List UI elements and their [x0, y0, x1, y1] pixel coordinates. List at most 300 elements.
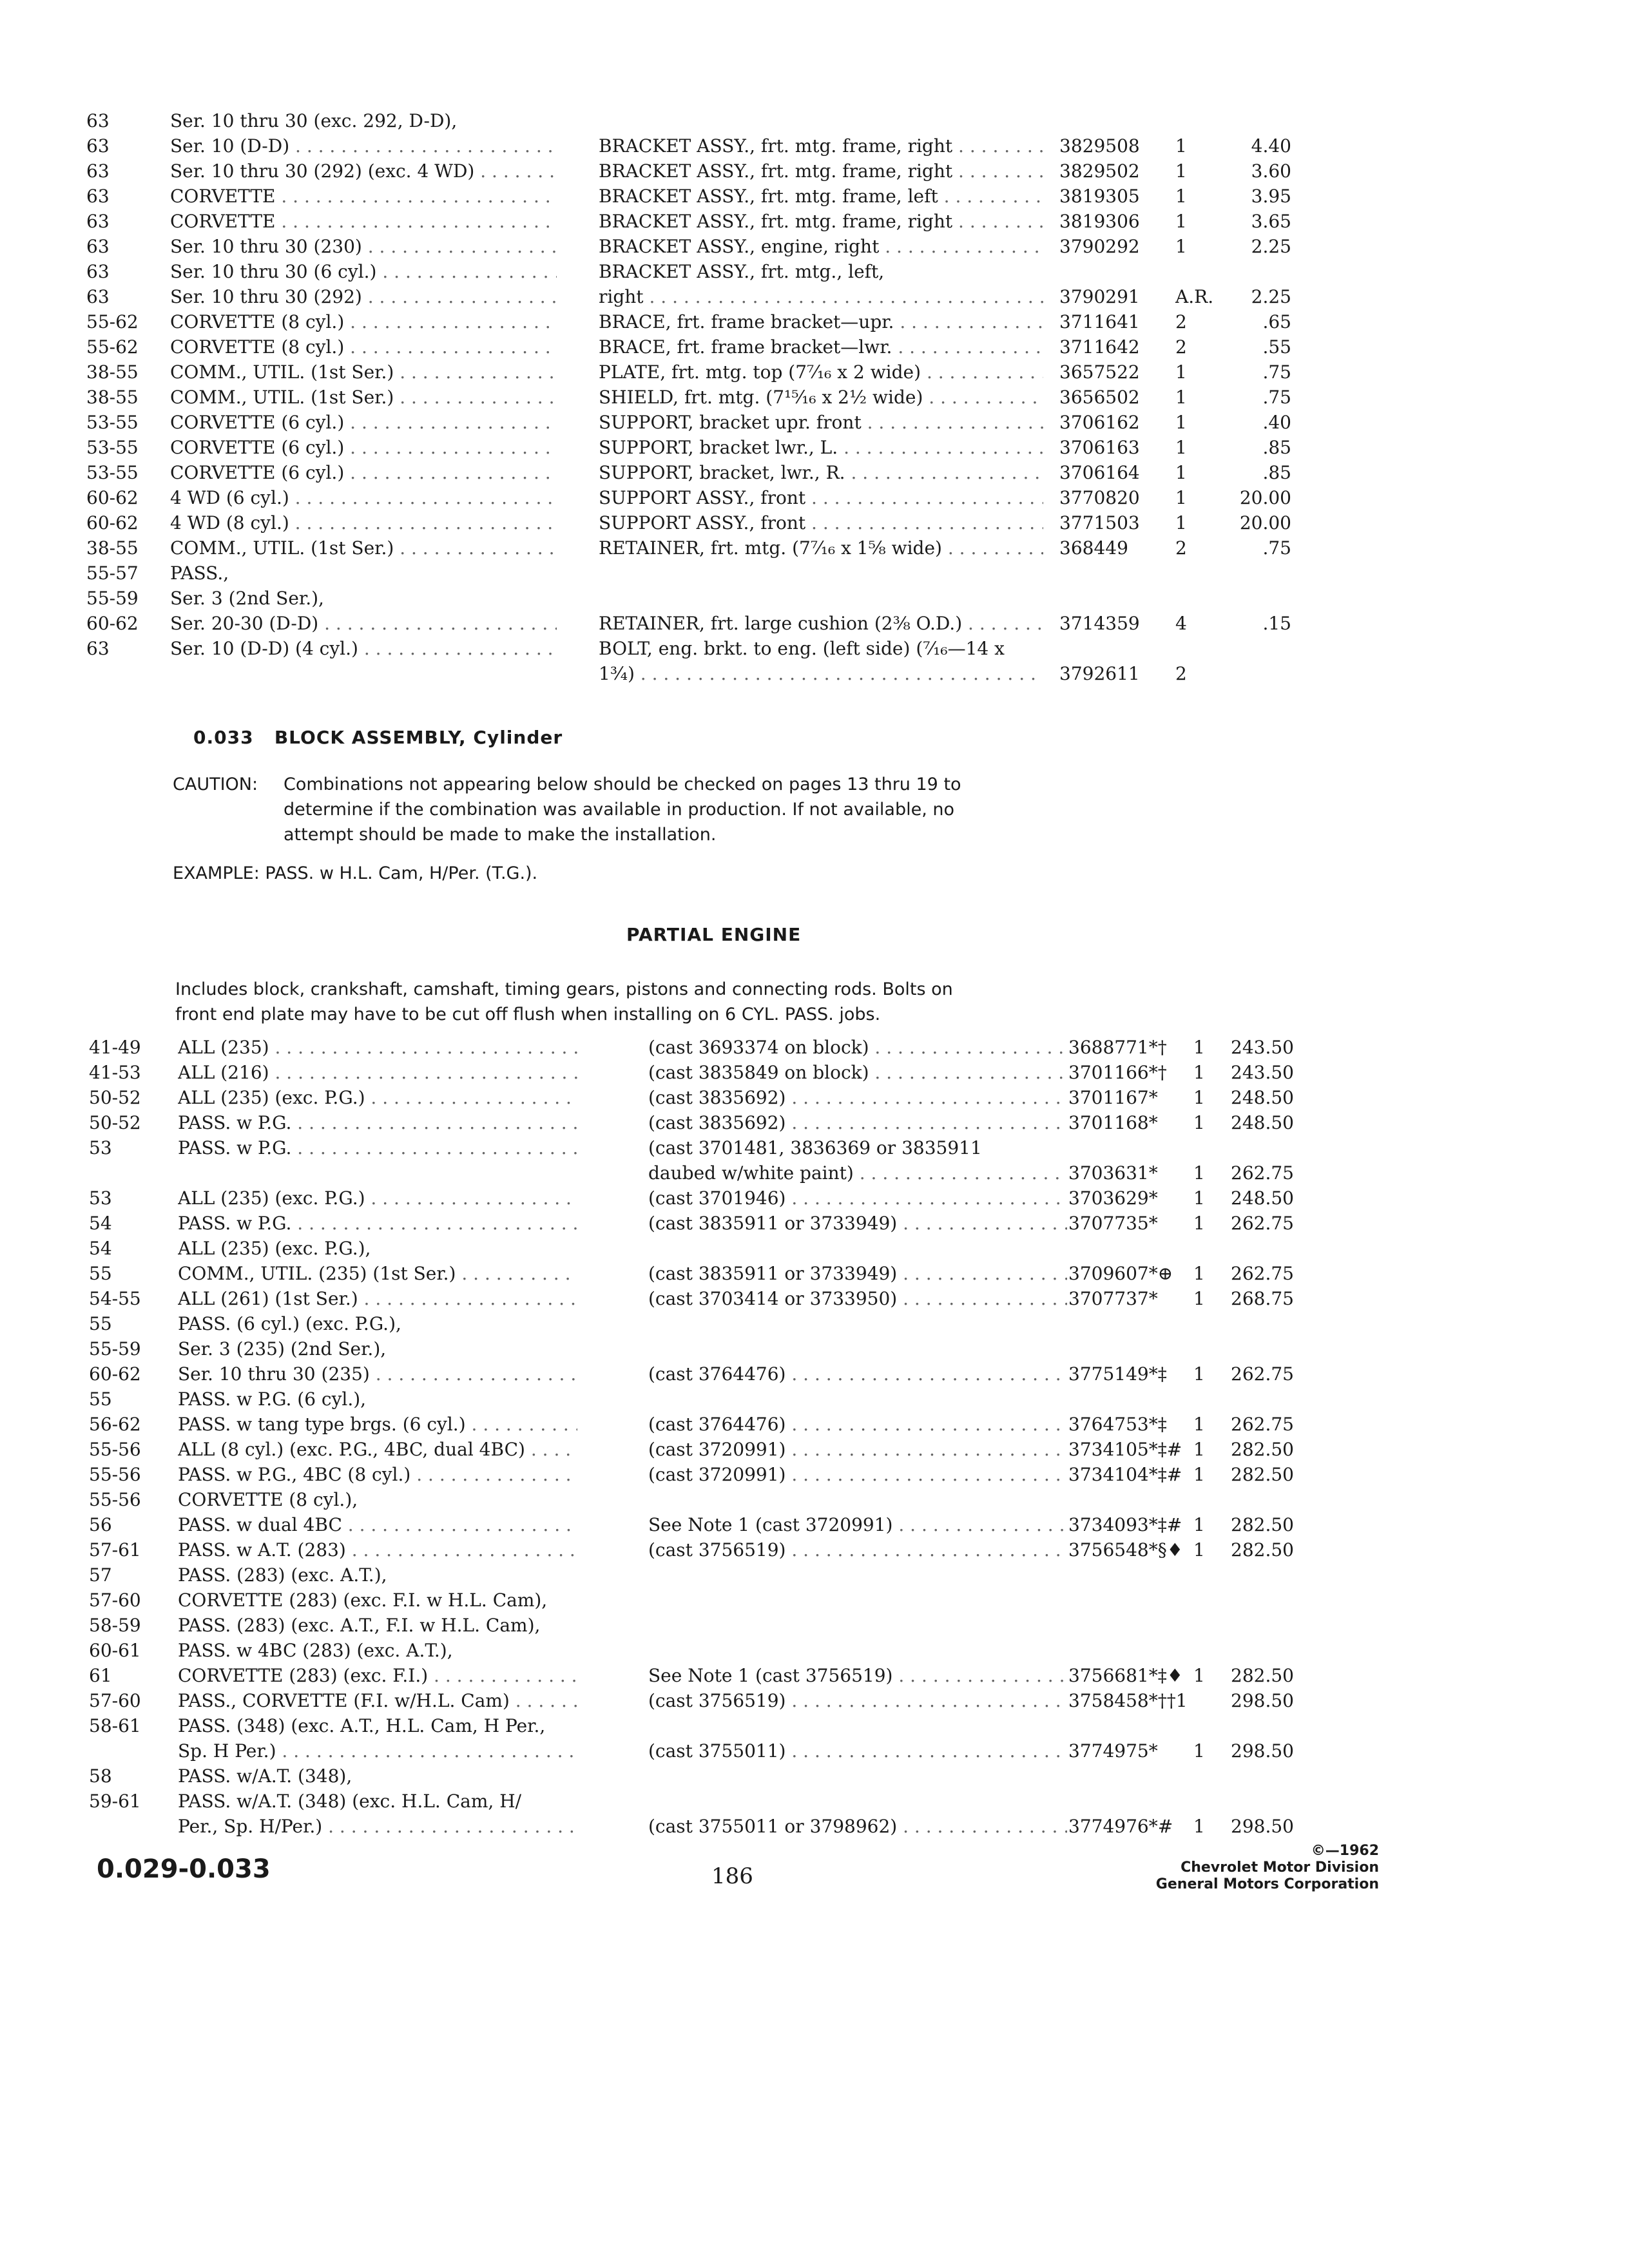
cell-price: 262.75 — [1231, 1263, 1294, 1284]
cell-model: PASS. w A.T. (283) . . . — [178, 1537, 577, 1562]
cell-model: CORVETTE (6 cyl.) . . . — [170, 435, 557, 460]
table-row — [89, 1361, 1313, 1387]
cell-part: 3819305 — [1059, 186, 1140, 207]
cell-year: 60-61 — [89, 1640, 141, 1661]
cell-year: 63 — [86, 211, 110, 232]
cell-year: 60-62 — [86, 512, 139, 533]
table-row — [89, 1437, 1313, 1462]
table-row — [86, 510, 1311, 535]
cell-part: 3758458*††1 — [1068, 1690, 1188, 1711]
table-row — [86, 108, 1311, 133]
cell-price: 3.60 — [1251, 160, 1291, 182]
cell-desc: (cast 3720991) . . . — [648, 1462, 1067, 1487]
table-row — [89, 1789, 1313, 1814]
cell-model: PASS. w tang type brgs. (6 cyl.) . . . — [178, 1412, 577, 1437]
cell-model: Ser. 10 thru 30 (292) (exc. 4 WD) . . . — [170, 159, 557, 184]
cell-desc: (cast 3764476) . . . — [648, 1412, 1067, 1437]
table-row — [86, 259, 1311, 284]
cell-desc: right . . . — [599, 284, 1043, 309]
cell-price: 243.50 — [1231, 1037, 1294, 1058]
cell-year: 55-62 — [86, 336, 139, 358]
table-row — [86, 535, 1311, 561]
cell-part: 3774976*# — [1068, 1816, 1173, 1837]
table-row — [89, 1236, 1313, 1261]
cell-part: 3711642 — [1059, 336, 1140, 358]
cell-year: 63 — [86, 236, 110, 257]
cell-desc: SHIELD, frt. mtg. (7¹⁵⁄₁₆ x 2½ wide) . . . — [599, 385, 1043, 410]
cell-qty: 1 — [1175, 387, 1187, 408]
cell-price: 2.25 — [1251, 236, 1291, 257]
cell-part: 3734093*‡# — [1068, 1514, 1182, 1535]
cell-model: PASS., — [170, 562, 229, 584]
table-row — [89, 1135, 1313, 1160]
cell-desc: (cast 3835692) . . . — [648, 1085, 1067, 1110]
cell-year: 54 — [89, 1238, 112, 1259]
section1-table — [86, 108, 1311, 686]
cell-model: Ser. 3 (235) (2nd Ser.), — [178, 1338, 387, 1360]
cell-model: ALL (235) . . . — [178, 1035, 577, 1060]
cell-year: 63 — [86, 261, 110, 282]
cell-part: 3711641 — [1059, 311, 1140, 332]
table-row — [86, 460, 1311, 485]
table-row — [86, 661, 1311, 686]
cell-desc: BRACKET ASSY., frt. mtg. frame, left . . . — [599, 184, 1043, 209]
cell-part: 3703631* — [1068, 1162, 1158, 1184]
cell-desc: RETAINER, frt. large cushion (2⅜ O.D.) . . . — [599, 611, 1043, 636]
cell-model: CORVETTE (8 cyl.), — [178, 1489, 358, 1510]
cell-model: PASS. (6 cyl.) (exc. P.G.), — [178, 1313, 401, 1334]
table-row — [89, 1562, 1313, 1588]
cell-model: PASS. w P.G. . . . — [178, 1211, 577, 1236]
cell-model: ALL (235) (exc. P.G.), — [178, 1238, 371, 1259]
cell-desc: (cast 3835849 on block) . . . — [648, 1060, 1067, 1085]
section-code: 0.033 — [193, 727, 254, 748]
cell-model: PASS. w P.G. . . . — [178, 1135, 577, 1160]
cell-model: 4 WD (6 cyl.) . . . — [170, 485, 557, 510]
table-row — [89, 1412, 1313, 1437]
cell-model: Ser. 20-30 (D-D) . . . — [170, 611, 557, 636]
cell-desc: (cast 3756519) . . . — [648, 1688, 1067, 1713]
table-row — [86, 309, 1311, 334]
cell-price: 282.50 — [1231, 1514, 1294, 1535]
table-row — [89, 1035, 1313, 1060]
cell-price: .40 — [1262, 412, 1291, 433]
page-number: 186 — [711, 1863, 753, 1889]
cell-desc: (cast 3693374 on block) . . . — [648, 1035, 1067, 1060]
cell-part: 3790291 — [1059, 286, 1140, 307]
cell-qty: 1 — [1193, 1514, 1205, 1535]
cell-desc: 1³⁄₄) . . . — [599, 661, 1043, 686]
cell-desc: SUPPORT, bracket, lwr., R. . . . — [599, 460, 1043, 485]
cell-part: 3792611 — [1059, 663, 1140, 684]
cell-model: Sp. H Per.) . . . — [178, 1738, 577, 1763]
cell-desc: (cast 3720991) . . . — [648, 1437, 1067, 1462]
cell-price: 298.50 — [1231, 1816, 1294, 1837]
table-row — [86, 159, 1311, 184]
cell-price: 20.00 — [1239, 512, 1291, 533]
cell-year: 60-62 — [86, 487, 139, 508]
cell-part: 3688771*† — [1068, 1037, 1167, 1058]
table-row — [89, 1763, 1313, 1789]
cell-qty: 1 — [1175, 135, 1187, 157]
cell-model: CORVETTE (6 cyl.) . . . — [170, 460, 557, 485]
cell-qty: 1 — [1193, 1816, 1205, 1837]
corporate-credit — [1095, 1843, 1379, 1893]
cell-part: 3701167* — [1068, 1087, 1158, 1108]
table-row — [89, 1311, 1313, 1336]
cell-model: COMM., UTIL. (1st Ser.) . . . — [170, 360, 557, 385]
cell-part: 3714359 — [1059, 613, 1140, 634]
cell-model: 4 WD (8 cyl.) . . . — [170, 510, 557, 535]
cell-desc: SUPPORT, bracket lwr., L. . . . — [599, 435, 1043, 460]
subheading: PARTIAL ENGINE — [626, 924, 802, 945]
caution-block — [173, 772, 1075, 847]
table-row — [89, 1738, 1313, 1763]
cell-model: Ser. 10 thru 30 (6 cyl.) . . . — [170, 259, 557, 284]
table-row — [86, 611, 1311, 636]
cell-part: 3701166*† — [1068, 1062, 1167, 1083]
cell-model: PASS. w P.G., 4BC (8 cyl.) . . . — [178, 1462, 577, 1487]
cell-part: 3756548*§♦ — [1068, 1539, 1183, 1561]
table-row — [89, 1613, 1313, 1638]
cell-model: ALL (216) . . . — [178, 1060, 577, 1085]
caution-line: attempt should be made to make the installation. — [284, 825, 717, 845]
cell-desc: See Note 1 (cast 3720991) . . . — [648, 1512, 1067, 1537]
cell-qty: 1 — [1193, 1087, 1205, 1108]
cell-model: ALL (261) (1st Ser.) . . . — [178, 1286, 577, 1311]
cell-price: 298.50 — [1231, 1740, 1294, 1762]
cell-year: 63 — [86, 638, 110, 659]
cell-desc: See Note 1 (cast 3756519) . . . — [648, 1663, 1067, 1688]
cell-year: 57-60 — [89, 1590, 141, 1611]
cell-model: COMM., UTIL. (1st Ser.) . . . — [170, 535, 557, 561]
cell-desc: BRACKET ASSY., frt. mtg., left, — [599, 261, 885, 282]
cell-qty: 1 — [1193, 1263, 1205, 1284]
cell-price: 268.75 — [1231, 1288, 1294, 1309]
cell-model: CORVETTE (6 cyl.) . . . — [170, 410, 557, 435]
cell-model: COMM., UTIL. (1st Ser.) . . . — [170, 385, 557, 410]
cell-year: 58 — [89, 1765, 112, 1787]
cell-qty: 4 — [1175, 613, 1187, 634]
table-row — [86, 284, 1311, 309]
cell-qty: 1 — [1175, 160, 1187, 182]
cell-part: 3764753*‡ — [1068, 1414, 1167, 1435]
cell-desc: BRACKET ASSY., frt. mtg. frame, right . . . — [599, 133, 1043, 159]
cell-price: .75 — [1262, 387, 1291, 408]
cell-year: 53-55 — [86, 437, 139, 458]
cell-model: Ser. 10 (D-D) (4 cyl.) . . . — [170, 636, 557, 661]
table-row — [89, 1688, 1313, 1713]
cell-qty: 1 — [1193, 1414, 1205, 1435]
cell-qty: 1 — [1175, 211, 1187, 232]
cell-price: 282.50 — [1231, 1539, 1294, 1561]
table-row — [89, 1487, 1313, 1512]
cell-year: 55 — [89, 1263, 112, 1284]
cell-model: PASS. w/A.T. (348) (exc. H.L. Cam, H/ — [178, 1791, 522, 1812]
cell-qty: 1 — [1175, 361, 1187, 383]
cell-part: 3701168* — [1068, 1112, 1158, 1133]
cell-year: 57 — [89, 1564, 112, 1586]
cell-part: 3707735* — [1068, 1213, 1158, 1234]
cell-part: 3771503 — [1059, 512, 1140, 533]
intro-text — [175, 977, 1065, 1027]
cell-model: PASS. (283) (exc. A.T., F.I. w H.L. Cam), — [178, 1615, 541, 1636]
table-row — [86, 184, 1311, 209]
table-row — [86, 385, 1311, 410]
cell-year: 55-56 — [89, 1489, 141, 1510]
cell-model: Ser. 10 thru 30 (292) . . . — [170, 284, 557, 309]
cell-price: 4.40 — [1251, 135, 1291, 157]
cell-year: 60-62 — [89, 1363, 141, 1385]
cell-part: 3790292 — [1059, 236, 1140, 257]
cell-year: 63 — [86, 160, 110, 182]
cell-qty: 1 — [1193, 1464, 1205, 1485]
cell-price: 298.50 — [1231, 1690, 1294, 1711]
caution-line: Combinations not appearing below should be checked on pages 13 thru 19 to — [284, 774, 961, 794]
table-row — [86, 410, 1311, 435]
cell-year: 58-59 — [89, 1615, 141, 1636]
cell-year: 50-52 — [89, 1087, 141, 1108]
cell-price: 248.50 — [1231, 1187, 1294, 1209]
cell-price: 243.50 — [1231, 1062, 1294, 1083]
cell-desc: (cast 3701946) . . . — [648, 1186, 1067, 1211]
table-row — [89, 1663, 1313, 1688]
cell-desc: (cast 3764476) . . . — [648, 1361, 1067, 1387]
cell-part: 3756681*‡♦ — [1068, 1665, 1183, 1686]
cell-qty: 2 — [1175, 311, 1187, 332]
cell-model: COMM., UTIL. (235) (1st Ser.) . . . — [178, 1261, 577, 1286]
cell-part: 3734105*‡# — [1068, 1439, 1182, 1460]
table-row — [86, 561, 1311, 586]
cell-price: 248.50 — [1231, 1112, 1294, 1133]
cell-price: 262.75 — [1231, 1162, 1294, 1184]
cell-model: CORVETTE (8 cyl.) . . . — [170, 309, 557, 334]
cell-model: PASS. w dual 4BC . . . — [178, 1512, 577, 1537]
cell-desc: (cast 3835692) . . . — [648, 1110, 1067, 1135]
cell-model: PASS. (283) (exc. A.T.), — [178, 1564, 387, 1586]
cell-year: 61 — [89, 1665, 112, 1686]
cell-part: 3734104*‡# — [1068, 1464, 1182, 1485]
table-row — [89, 1713, 1313, 1738]
cell-desc: SUPPORT ASSY., front . . . — [599, 510, 1043, 535]
cell-desc: BRACKET ASSY., engine, right . . . — [599, 234, 1043, 259]
cell-price: .75 — [1262, 537, 1291, 559]
cell-desc: (cast 3756519) . . . — [648, 1537, 1067, 1562]
cell-price: .15 — [1262, 613, 1291, 634]
table-row — [89, 1261, 1313, 1286]
cell-model: Ser. 10 thru 30 (230) . . . — [170, 234, 557, 259]
cell-qty: 1 — [1175, 437, 1187, 458]
table-row — [89, 1387, 1313, 1412]
table-row — [89, 1512, 1313, 1537]
cell-part: 3656502 — [1059, 387, 1140, 408]
table-row — [89, 1085, 1313, 1110]
cell-year: 60-62 — [86, 613, 139, 634]
cell-price: 20.00 — [1239, 487, 1291, 508]
cell-qty: 1 — [1175, 412, 1187, 433]
cell-price: 262.75 — [1231, 1414, 1294, 1435]
footer-section-code: 0.029-0.033 — [97, 1854, 271, 1884]
cell-price: .55 — [1262, 336, 1291, 358]
cell-qty: 1 — [1175, 462, 1187, 483]
cell-price: 282.50 — [1231, 1439, 1294, 1460]
table-row — [89, 1814, 1313, 1839]
copyright: ©—1962 — [1311, 1843, 1379, 1859]
cell-price: 282.50 — [1231, 1464, 1294, 1485]
cell-desc: BRACKET ASSY., frt. mtg. frame, right . . . — [599, 209, 1043, 234]
cell-year: 56 — [89, 1514, 112, 1535]
section-heading — [193, 727, 563, 748]
caution-line: determine if the combination was available in production. If not available, no — [284, 800, 955, 820]
cell-model: Ser. 10 thru 30 (exc. 292, D-D), — [170, 110, 458, 131]
cell-price: .85 — [1262, 462, 1291, 483]
cell-price: 262.75 — [1231, 1363, 1294, 1385]
cell-model: ALL (235) (exc. P.G.) . . . — [178, 1085, 577, 1110]
cell-model: CORVETTE (283) (exc. F.I.) . . . — [178, 1663, 577, 1688]
table-row — [89, 1588, 1313, 1613]
cell-model: CORVETTE (283) (exc. F.I. w H.L. Cam), — [178, 1590, 548, 1611]
table-row — [89, 1160, 1313, 1186]
cell-model: CORVETTE (8 cyl.) . . . — [170, 334, 557, 360]
cell-year: 55-59 — [89, 1338, 141, 1360]
cell-year: 55-59 — [86, 588, 139, 609]
cell-model: Ser. 3 (2nd Ser.), — [170, 588, 324, 609]
cell-price: 282.50 — [1231, 1665, 1294, 1686]
cell-model: ALL (8 cyl.) (exc. P.G., 4BC, dual 4BC) . . . — [178, 1437, 577, 1462]
cell-qty: 2 — [1175, 336, 1187, 358]
cell-price: .65 — [1262, 311, 1291, 332]
table-row — [89, 1110, 1313, 1135]
cell-desc: BOLT, eng. brkt. to eng. (left side) (⁷⁄₁₆—14 x — [599, 638, 1005, 659]
cell-qty: 1 — [1175, 236, 1187, 257]
cell-year: 63 — [86, 186, 110, 207]
table-row — [86, 209, 1311, 234]
cell-year: 63 — [86, 135, 110, 157]
cell-year: 55 — [89, 1389, 112, 1410]
cell-qty: 1 — [1193, 1439, 1205, 1460]
cell-model: CORVETTE . . . — [170, 209, 557, 234]
cell-price: 3.65 — [1251, 211, 1291, 232]
cell-year: 53 — [89, 1137, 112, 1158]
cell-model: ALL (235) (exc. P.G.) . . . — [178, 1186, 577, 1211]
cell-desc: BRACKET ASSY., frt. mtg. frame, right . . . — [599, 159, 1043, 184]
cell-part: 3775149*‡ — [1068, 1363, 1167, 1385]
cell-qty: 1 — [1193, 1112, 1205, 1133]
table-row — [89, 1336, 1313, 1361]
cell-part: 3706163 — [1059, 437, 1140, 458]
cell-year: 63 — [86, 110, 110, 131]
table-row — [86, 586, 1311, 611]
cell-year: 55-62 — [86, 311, 139, 332]
cell-qty: 2 — [1175, 537, 1187, 559]
table-row — [89, 1186, 1313, 1211]
cell-part: 3770820 — [1059, 487, 1140, 508]
cell-part: 3774975* — [1068, 1740, 1158, 1762]
cell-desc: BRACE, frt. frame bracket—upr. . . . — [599, 309, 1043, 334]
cell-model: PASS. (348) (exc. A.T., H.L. Cam, H Per., — [178, 1715, 546, 1736]
cell-year: 56-62 — [89, 1414, 141, 1435]
cell-year: 54-55 — [89, 1288, 141, 1309]
cell-year: 55 — [89, 1313, 112, 1334]
cell-qty: A.R. — [1175, 286, 1214, 307]
table-row — [86, 334, 1311, 360]
corporation-name: General Motors Corporation — [1155, 1876, 1379, 1892]
table-row — [86, 360, 1311, 385]
intro-line: front end plate may have to be cut off flush when installing on 6 CYL. PASS. jobs. — [175, 1004, 881, 1024]
cell-year: 53 — [89, 1187, 112, 1209]
cell-desc: (cast 3835911 or 3733949) . . . — [648, 1261, 1067, 1286]
cell-price: 3.95 — [1251, 186, 1291, 207]
section2-table — [89, 1035, 1313, 1839]
cell-qty: 2 — [1175, 663, 1187, 684]
cell-model: Ser. 10 (D-D) . . . — [170, 133, 557, 159]
cell-year: 59-61 — [89, 1791, 141, 1812]
table-row — [89, 1638, 1313, 1663]
example-text: EXAMPLE: PASS. w H.L. Cam, H/Per. (T.G.). — [173, 863, 538, 883]
cell-qty: 1 — [1193, 1213, 1205, 1234]
cell-year: 55-56 — [89, 1439, 141, 1460]
cell-year: 55-56 — [89, 1464, 141, 1485]
table-row — [89, 1060, 1313, 1085]
cell-qty: 1 — [1193, 1288, 1205, 1309]
cell-year: 38-55 — [86, 361, 139, 383]
division-name: Chevrolet Motor Division — [1181, 1860, 1379, 1876]
cell-model: Per., Sp. H/Per.) . . . — [178, 1814, 577, 1839]
caution-label: CAUTION: — [173, 774, 258, 794]
cell-qty: 1 — [1193, 1187, 1205, 1209]
cell-year: 38-55 — [86, 387, 139, 408]
cell-year: 53-55 — [86, 462, 139, 483]
cell-qty: 1 — [1193, 1363, 1205, 1385]
cell-qty: 1 — [1175, 186, 1187, 207]
cell-desc: SUPPORT, bracket upr. front . . . — [599, 410, 1043, 435]
cell-desc: BRACE, frt. frame bracket—lwr. . . . — [599, 334, 1043, 360]
cell-desc: (cast 3835911 or 3733949) . . . — [648, 1211, 1067, 1236]
cell-desc: (cast 3755011) . . . — [648, 1738, 1067, 1763]
cell-qty: 1 — [1175, 487, 1187, 508]
cell-part: 3829508 — [1059, 135, 1140, 157]
table-row — [89, 1286, 1313, 1311]
cell-qty: 1 — [1193, 1037, 1205, 1058]
cell-desc: PLATE, frt. mtg. top (7⁷⁄₁₆ x 2 wide) . . . — [599, 360, 1043, 385]
cell-part: 3706164 — [1059, 462, 1140, 483]
cell-part: 3706162 — [1059, 412, 1140, 433]
cell-part: 3703629* — [1068, 1187, 1158, 1209]
cell-year: 58-61 — [89, 1715, 141, 1736]
cell-qty: 1 — [1193, 1740, 1205, 1762]
cell-model: PASS. w P.G. (6 cyl.), — [178, 1389, 367, 1410]
cell-desc: (cast 3701481, 3836369 or 3835911 — [648, 1137, 982, 1158]
cell-year: 55-57 — [86, 562, 139, 584]
table-row — [89, 1462, 1313, 1487]
cell-year: 41-49 — [89, 1037, 141, 1058]
cell-price: .75 — [1262, 361, 1291, 383]
cell-desc: SUPPORT ASSY., front . . . — [599, 485, 1043, 510]
cell-qty: 1 — [1193, 1665, 1205, 1686]
cell-price: 248.50 — [1231, 1087, 1294, 1108]
cell-model: Ser. 10 thru 30 (235) . . . — [178, 1361, 577, 1387]
cell-year: 50-52 — [89, 1112, 141, 1133]
cell-part: 368449 — [1059, 537, 1128, 559]
section-title: BLOCK ASSEMBLY, Cylinder — [274, 727, 563, 748]
table-row — [89, 1537, 1313, 1562]
intro-line: Includes block, crankshaft, camshaft, timing gears, pistons and connecting rods. Bolts on — [175, 979, 953, 999]
cell-desc: (cast 3755011 or 3798962) . . . — [648, 1814, 1067, 1839]
cell-year: 38-55 — [86, 537, 139, 559]
cell-year: 57-61 — [89, 1539, 141, 1561]
cell-qty: 1 — [1193, 1062, 1205, 1083]
cell-year: 53-55 — [86, 412, 139, 433]
